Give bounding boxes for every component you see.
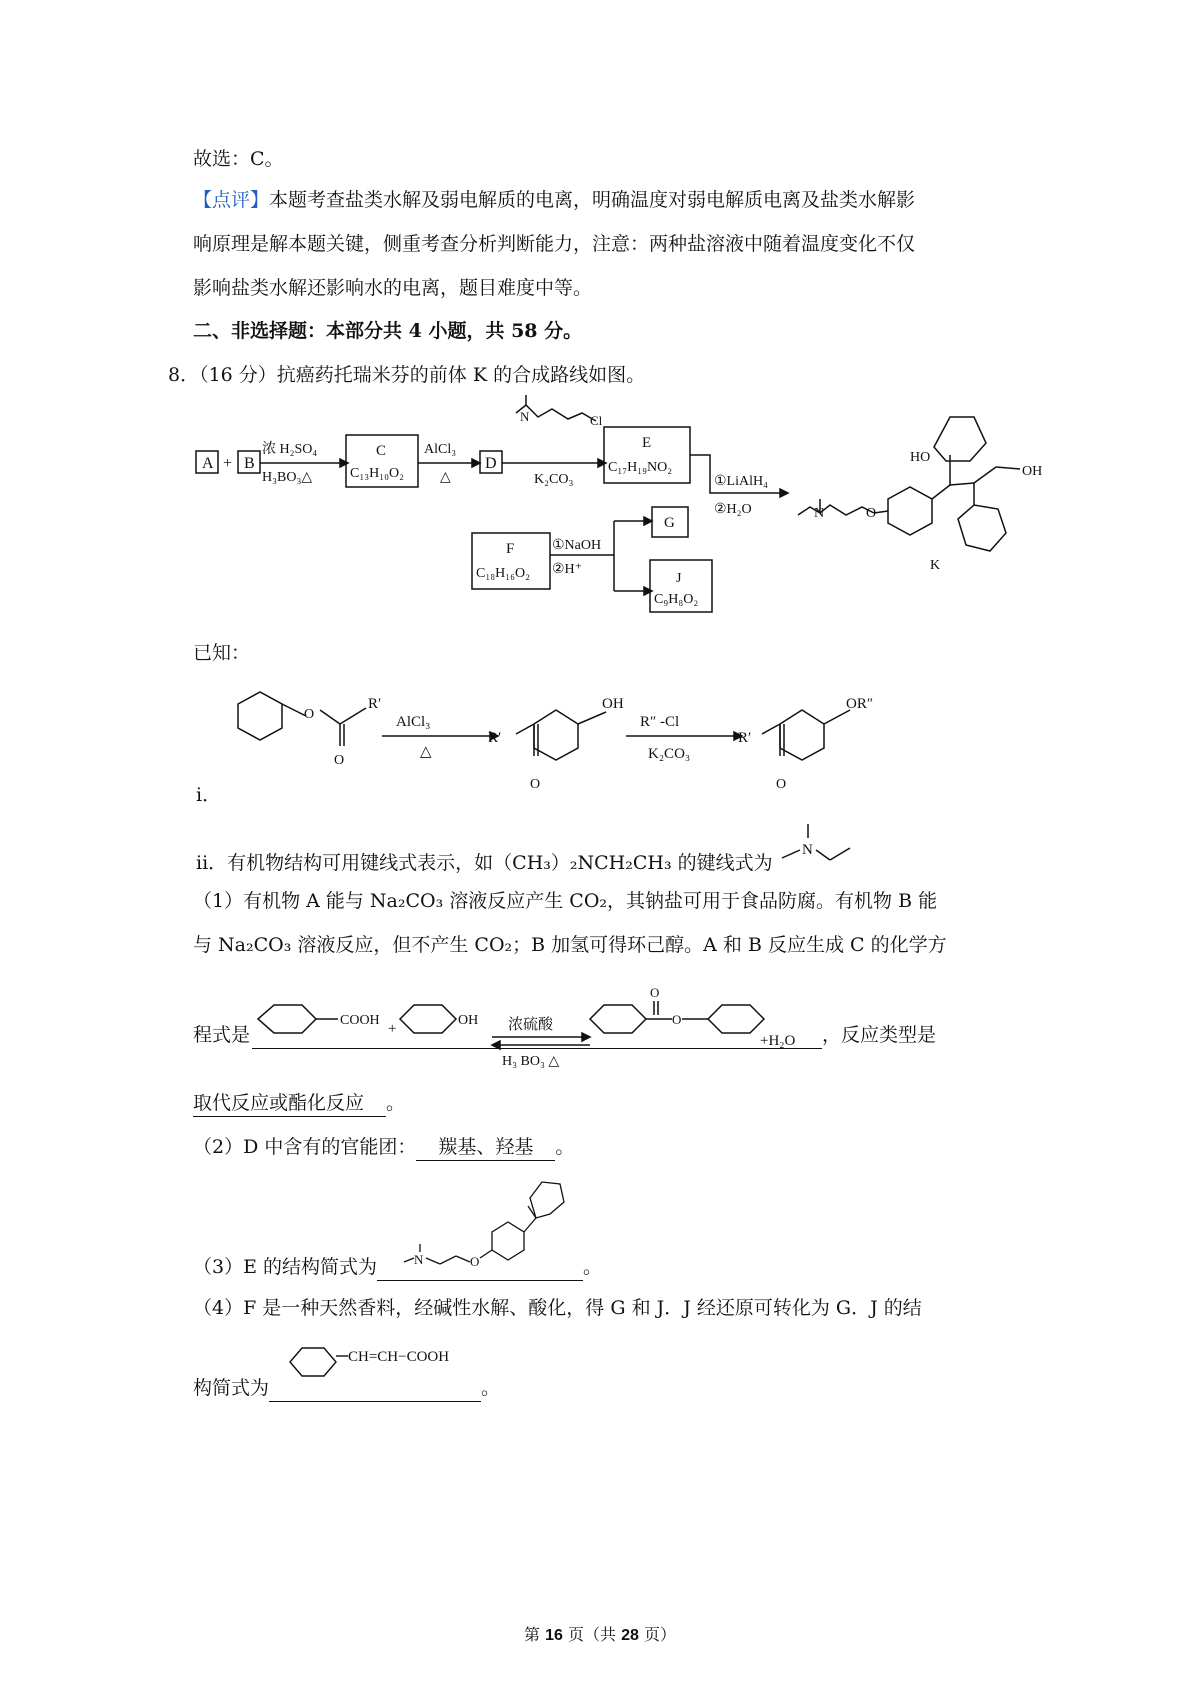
k-hydroxyl-1: HO [910, 450, 931, 465]
rxn-arrow1-bottom: △ [420, 744, 432, 760]
review-tag: 【点评】 [193, 189, 270, 211]
q1-line-3-prefix: 程式是 [193, 1024, 251, 1046]
section-heading: 二、非选择题：本部分共 4 小题，共 58 分。 [193, 320, 583, 342]
review-line-2: 响原理是解本题关键，侧重考查分析判断能力，注意：两种盐溶液中随着温度变化不仅 [193, 233, 916, 255]
eq-catalyst-top: 浓硫酸 [508, 1017, 554, 1033]
q3-answer-blank [377, 1254, 583, 1281]
review-text-1: 本题考查盐类水解及弱电解质的电离，明确温度对弱电解质电离及盐类水解影 [269, 189, 916, 211]
q1-reaction-type-answer: 取代反应或酯化反应 [193, 1090, 386, 1117]
eq-carbonyl-oxygen: O [650, 985, 660, 1000]
q1-line-2: 与 Na₂CO₃ 溶液反应，但不产生 CO₂；B 加氢可得环己醇。A 和 B 反应生成 C 的化学方 [193, 934, 947, 956]
q4-answer-blank [269, 1375, 481, 1402]
rxn-hydroxyl: OH [602, 696, 624, 712]
arrow-f-bottom-label: ②H⁺ [552, 562, 583, 577]
rxn-carbonyl-oxygen-1: O [334, 753, 345, 768]
box-g-label: G [664, 515, 675, 531]
box-f-formula: C₁₈H₁₆O₂ [476, 566, 530, 581]
eq-plus: + [388, 1021, 397, 1037]
eq-water: +H₂O [760, 1033, 796, 1049]
rxn-carbonyl-oxygen-3: O [776, 777, 787, 792]
q2-answer: 羰基、羟基 [416, 1134, 555, 1161]
q1-equation [252, 975, 852, 1075]
j-side-chain: CH=CH−COOH [348, 1349, 450, 1365]
eq-catalyst-bottom: H₃ BO₃ △ [502, 1054, 560, 1069]
q2-line [193, 1134, 574, 1161]
q3-line [193, 1254, 602, 1281]
q4-line-2 [193, 1375, 500, 1402]
arrow4-top-label: ①LiAlH₄ [714, 474, 768, 489]
k-oxygen: O [866, 506, 877, 521]
known-item-ii-text: ii．有机物结构可用键线式表示，如（CH₃）₂NCH₂CH₃ 的键线式为 [196, 852, 773, 874]
q1-line-3-suffix: ，反应类型是 [822, 1024, 937, 1046]
box-e-formula: C₁₇H₁₉NO₂ [608, 460, 673, 475]
rxn-r1-middle: R′ [488, 730, 502, 746]
q3-prefix: （3）E 的结构简式为 [193, 1256, 377, 1278]
rxn-ether-group: OR″ [846, 696, 874, 712]
arrow-f-top-label: ①NaOH [552, 538, 602, 553]
eq-cooh: COOH [340, 1013, 380, 1028]
rxn-ester-oxygen: O [304, 707, 315, 722]
question-8-stem: 8．（16 分）抗癌药托瑞米芬的前体 K 的合成路线如图。 [168, 364, 646, 386]
ii-skeletal-formula [778, 822, 858, 870]
known-label: 已知： [193, 642, 251, 664]
rxn-arrow1-top: AlCl₃ [396, 714, 431, 730]
eq-oh: OH [458, 1013, 479, 1028]
page-footer [0, 1622, 1200, 1645]
footer-total-pages: 28 [621, 1627, 639, 1644]
rxn-r1-start: R′ [368, 696, 382, 712]
rxn-arrow2-bottom: K₂CO₃ [648, 746, 691, 762]
e-nitrogen: N [414, 1252, 424, 1267]
box-c-name: C [376, 443, 387, 459]
q1-answer-line [193, 1090, 405, 1117]
e-oxygen: O [470, 1254, 480, 1269]
arrow1-top-label: 浓 H₂SO₄ [262, 442, 318, 457]
q4-line-1: （4）F 是一种天然香料，经碱性水解、酸化，得 G 和 J．J 经还原可转化为 G．J 的结 [193, 1297, 922, 1319]
q3-end: 。 [583, 1256, 603, 1278]
q4-prefix: 构简式为 [193, 1377, 270, 1399]
eq-ester-oxygen: O [672, 1012, 682, 1027]
arrow3-reagent-n: N [520, 409, 530, 424]
conclusion-text: 故选：C。 [193, 148, 284, 170]
known-item-i: i． [196, 784, 222, 806]
q1-end: 。 [386, 1092, 406, 1114]
box-a-label: A [202, 455, 214, 472]
k-nitrogen: N [814, 506, 825, 521]
arrow2-top-label: AlCl₃ [424, 442, 457, 457]
ii-nitrogen: N [802, 842, 813, 858]
synthesis-route-diagram [190, 395, 1070, 625]
rxn-r1-end: R′ [738, 730, 752, 746]
review-line-3: 影响盐类水解还影响水的电离，题目难度中等。 [193, 277, 593, 299]
k-label: K [930, 558, 941, 573]
arrow3-reagent-cl: Cl [590, 413, 603, 428]
arrow2-bottom-label: △ [440, 470, 451, 485]
rxn-carbonyl-oxygen-2: O [530, 777, 541, 792]
footer-mid: 页（共 [567, 1625, 616, 1644]
rxn-arrow2-top: R″ -Cl [640, 714, 680, 730]
k-hydroxyl-2: OH [1022, 464, 1043, 479]
footer-post: 页） [643, 1625, 676, 1644]
box-c-formula: C₁₃H₁₀O₂ [350, 466, 404, 481]
box-f-name: F [506, 541, 515, 557]
plus-sign: + [223, 455, 233, 472]
arrow4-bottom-label: ②H₂O [714, 502, 752, 517]
q1-line-1: （1）有机物 A 能与 Na₂CO₃ 溶液反应产生 CO₂，其钠盐可用于食品防腐。有机物 B 能 [193, 890, 938, 912]
q2-prefix: （2）D 中含有的官能团： [193, 1136, 417, 1158]
footer-pre: 第 [523, 1625, 540, 1644]
box-j-formula: C₉H₈O₂ [654, 592, 699, 607]
review-line-1 [193, 187, 915, 213]
arrow1-bottom-label: H₃BO₃△ [262, 470, 313, 485]
box-d-label: D [485, 455, 497, 472]
q4-end: 。 [481, 1377, 501, 1399]
footer-page-number: 16 [545, 1627, 563, 1644]
box-b-label: B [244, 455, 255, 472]
q2-end: 。 [555, 1136, 575, 1158]
arrow3-bottom-label: K₂CO₃ [534, 472, 574, 487]
known-item-ii [196, 850, 773, 876]
box-j-name: J [676, 571, 682, 586]
known-reaction-i [190, 680, 910, 805]
box-e-name: E [642, 435, 652, 451]
